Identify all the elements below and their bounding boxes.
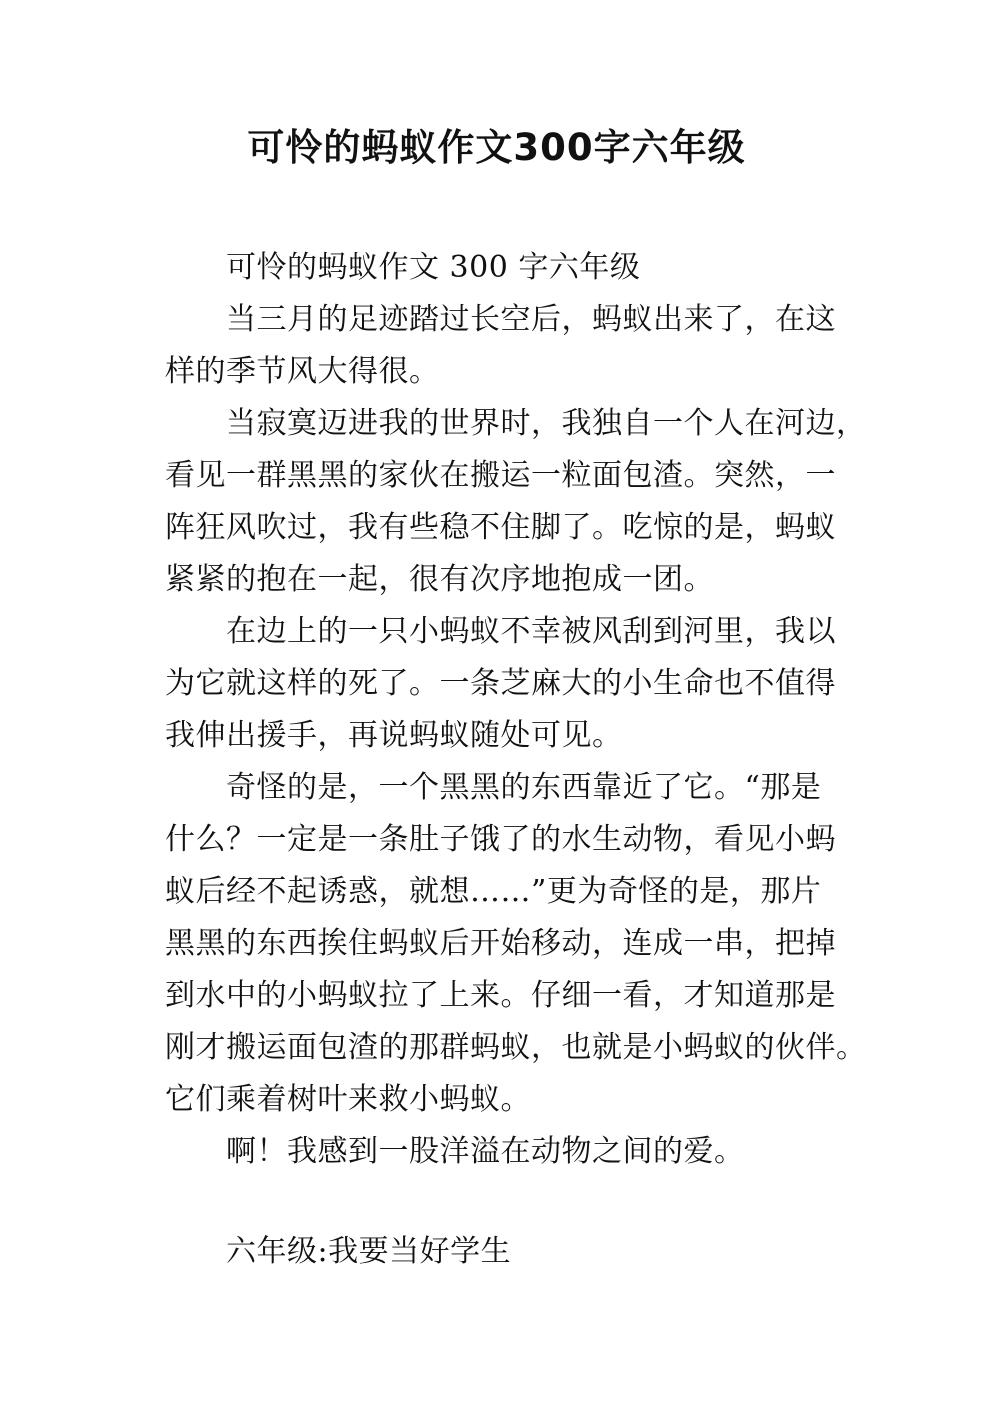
- paragraph: [165, 398, 865, 606]
- text-line: 啊！我感到一股洋溢在动物之间的爱。: [226, 1134, 745, 1169]
- next-article-heading: 六年级:我要当好学生: [226, 1234, 512, 1269]
- text-line: 在边上的一只小蚂蚁不幸被风刮到河里，我以: [226, 614, 836, 649]
- document-title: 可怜的蚂蚁作文300字六年级: [247, 126, 746, 169]
- text-line: 我伸出援手，再说蚂蚁随处可见。: [165, 718, 623, 753]
- paragraph: [165, 1226, 865, 1278]
- paragraph: [165, 294, 865, 398]
- text-line: 到水中的小蚂蚁拉了上来。仔细一看，才知道那是: [165, 978, 836, 1013]
- text-line: 什么？一定是一条肚子饿了的水生动物，看见小蚂: [165, 822, 836, 857]
- paragraph: [165, 606, 865, 762]
- text-line: 当三月的足迹踏过长空后，蚂蚁出来了，在这: [226, 302, 836, 337]
- document-body: [165, 242, 865, 1278]
- text-line: 黑黑的东西挨住蚂蚁后开始移动，连成一串，把掉: [165, 926, 836, 961]
- paragraph: [165, 1126, 865, 1178]
- text-line: 它们乘着树叶来救小蚂蚁。: [165, 1082, 531, 1117]
- paragraph-gap: [165, 1178, 865, 1226]
- text-line: 可怜的蚂蚁作文 300 字六年级: [226, 250, 641, 285]
- text-line: 样的季节风大得很。: [165, 354, 440, 389]
- text-line: 当寂寞迈进我的世界时，我独自一个人在河边，: [226, 406, 867, 441]
- text-line: 刚才搬运面包渣的那群蚂蚁，也就是小蚂蚁的伙伴。: [165, 1030, 867, 1065]
- paragraph: [165, 762, 865, 1126]
- text-line: 阵狂风吹过，我有些稳不住脚了。吃惊的是，蚂蚁: [165, 510, 836, 545]
- text-line: 蚁后经不起诱惑，就想……”更为奇怪的是，那片: [165, 874, 822, 909]
- text-line: 为它就这样的死了。一条芝麻大的小生命也不值得: [165, 666, 836, 701]
- text-line: 奇怪的是，一个黑黑的东西靠近了它。“那是: [226, 770, 822, 805]
- paragraph: [165, 242, 865, 294]
- text-line: 看见一群黑黑的家伙在搬运一粒面包渣。突然，一: [165, 458, 836, 493]
- text-line: 紧紧的抱在一起，很有次序地抱成一团。: [165, 562, 714, 597]
